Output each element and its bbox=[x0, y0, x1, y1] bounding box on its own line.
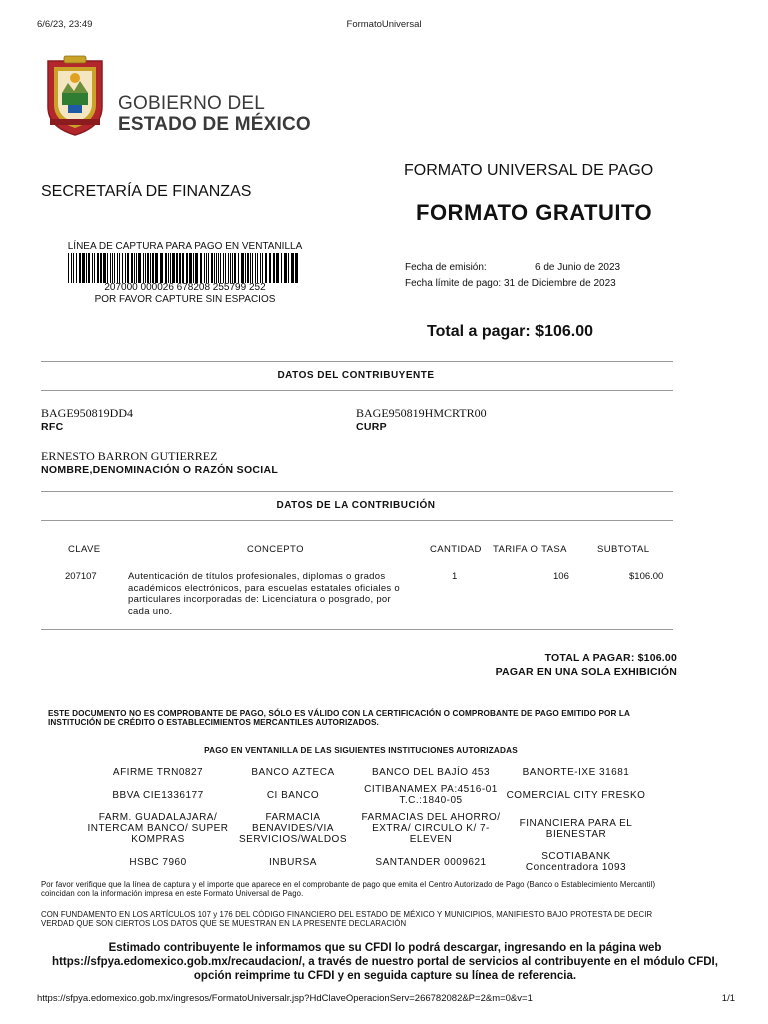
institution-item: BANCO DEL BAJÍO 453 bbox=[371, 767, 491, 778]
divider bbox=[41, 520, 673, 521]
institution-item: FINANCIERA PARA EL BIENESTAR bbox=[519, 817, 633, 840]
total-to-pay: Total a pagar: $106.00 bbox=[427, 323, 593, 340]
cfdi-notice: Estimado contribuyente le informamos que su CFDI lo podrá descargar, ingresando en la página web https://sfpya.edomexico.gob.mx/recaudacion/, a través de nuestro portal de servicios al contribuyente en el módulo CFDI, opción reimprime tu CFDI y en seguida capture su línea de referencia. bbox=[52, 942, 718, 982]
header-subtotal: SUBTOTAL bbox=[597, 544, 650, 555]
total-bottom-exhibition: PAGAR EN UNA SOLA EXHIBICIÓN bbox=[495, 666, 677, 678]
row-clave: 207107 bbox=[65, 571, 97, 582]
divider bbox=[41, 361, 673, 362]
curp-value: BAGE950819HMCRTR00 bbox=[356, 406, 487, 420]
dates-block bbox=[405, 260, 620, 291]
row-tarifa: 106 bbox=[553, 571, 569, 582]
limit-date-value: 31 de Diciembre de 2023 bbox=[503, 277, 616, 289]
form-title: FORMATO UNIVERSAL DE PAGO bbox=[404, 162, 654, 179]
institution-item: CI BANCO bbox=[266, 789, 320, 801]
form-subtitle: FORMATO GRATUITO bbox=[416, 200, 653, 225]
header-tarifa: TARIFA O TASA bbox=[493, 544, 567, 555]
institution-item: FARM. GUADALAJARA/ INTERCAM BANCO/ SUPER KOMPRAS bbox=[87, 812, 229, 845]
divider bbox=[41, 491, 673, 492]
institution-item: BANORTE-IXE 31681 bbox=[522, 767, 630, 778]
print-date: 6/6/23, 23:49 bbox=[37, 19, 93, 30]
institution-item: COMERCIAL CITY FRESKO bbox=[506, 789, 646, 801]
institutions-title: PAGO EN VENTANILLA DE LAS SIGUIENTES INSTITUCIONES AUTORIZADAS bbox=[204, 746, 518, 755]
institution-item: FARMACIA BENAVIDES/VIA SERVICIOS/WALDOS bbox=[238, 812, 348, 845]
total-bottom-amount: TOTAL A PAGAR: $106.00 bbox=[544, 652, 677, 664]
rfc-value: BAGE950819DD4 bbox=[41, 406, 133, 420]
contribuyente-section-title: DATOS DEL CONTRIBUYENTE bbox=[277, 370, 435, 381]
institution-item: BANCO AZTECA bbox=[251, 767, 335, 778]
name-label: NOMBRE,DENOMINACIÓN O RAZÓN SOCIAL bbox=[41, 464, 279, 476]
institution-item: HSBC 7960 bbox=[129, 856, 187, 868]
barcode-icon bbox=[68, 253, 300, 283]
capture-line-number: 207000 000026 678208 255799 252 bbox=[104, 282, 266, 293]
emission-date-label: Fecha de emisión: bbox=[405, 262, 487, 273]
estado-de-mexico-seal-icon bbox=[44, 55, 106, 137]
institution-item: INBURSA bbox=[269, 856, 317, 868]
footer-url[interactable]: https://sfpya.edomexico.gob.mx/ingresos/FormatoUniversalr.jsp?HdClaveOperacionServ=266782082&P=2&m=0&v=1 bbox=[37, 993, 533, 1004]
secretaria-title: SECRETARÍA DE FINANZAS bbox=[41, 183, 252, 200]
capture-line-note: POR FAVOR CAPTURE SIN ESPACIOS bbox=[94, 294, 276, 305]
curp-label: CURP bbox=[356, 421, 387, 433]
row-cantidad: 1 bbox=[452, 571, 458, 582]
capture-line-title: LÍNEA DE CAPTURA PARA PAGO EN VENTANILLA bbox=[67, 241, 303, 252]
footer-page-number: 1/1 bbox=[721, 993, 735, 1004]
rfc-label: RFC bbox=[41, 421, 64, 433]
government-line1: GOBIERNO DEL bbox=[118, 93, 266, 114]
name-value: ERNESTO BARRON GUTIERREZ bbox=[41, 449, 218, 463]
verification-note: Por favor verifique que la línea de captura y el importe que aparece en el comprobante de pago que emita el Centro Autorizado de Pago (Banco o Establecimiento Mercantil) coincidan con la información impresa en este Formato Universal de Pago. bbox=[41, 880, 656, 898]
institution-item: BBVA CIE1336177 bbox=[112, 789, 204, 801]
header-clave: CLAVE bbox=[68, 544, 101, 555]
total-bottom bbox=[496, 651, 677, 679]
institution-item: AFIRME TRN0827 bbox=[112, 767, 204, 778]
header-concepto: CONCEPTO bbox=[247, 544, 304, 555]
emission-date-value: 6 de Junio de 2023 bbox=[535, 262, 621, 273]
institution-item: SANTANDER 0009621 bbox=[375, 856, 487, 868]
legal-note: CON FUNDAMENTO EN LOS ARTÍCULOS 107 y 176 DEL CÓDIGO FINANCIERO DEL ESTADO DE MÉXICO Y MUNICIPIOS, MANIFIESTO BAJO PROTESTA DE DECIR VERDAD QUE SON CIERTOS LOS DATOS QUE SE MUESTRAN EN LA PRESENTE DECLARACIÓN bbox=[41, 910, 653, 928]
disclaimer: ESTE DOCUMENTO NO ES COMPROBANTE DE PAGO, SÓLO ES VÁLIDO CON LA CERTIFICACIÓN O COMPROBANTE DE PAGO EMITIDO POR LA INSTITUCIÓN DE CRÉDITO O ESTABLECIMIENTOS MERCANTILES AUTORIZADOS. bbox=[48, 709, 630, 727]
divider bbox=[41, 629, 673, 630]
institution-item: FARMACIAS DEL AHORRO/ EXTRA/ CIRCULO K/ 7-ELEVEN bbox=[361, 812, 501, 845]
institution-item: SCOTIABANK Concentradora 1093 bbox=[525, 851, 627, 873]
row-concepto: Autenticación de títulos profesionales, diplomas o grados académicos electrónicos, para escuelas estatales oficiales o particulares incorporadas de: Licenciatura o posgrado, por cada uno. bbox=[128, 571, 400, 617]
contribucion-section-title: DATOS DE LA CONTRIBUCIÓN bbox=[276, 500, 436, 511]
limit-date-label: Fecha límite de pago: bbox=[405, 277, 502, 289]
institutions-grid bbox=[86, 767, 646, 873]
government-line2: ESTADO DE MÉXICO bbox=[118, 114, 311, 135]
row-subtotal: $106.00 bbox=[629, 571, 664, 582]
header-cantidad: CANTIDAD bbox=[430, 544, 482, 555]
institution-item: CITIBANAMEX PA:4516-01 T.C.:1840-05 bbox=[364, 784, 498, 806]
divider bbox=[41, 390, 673, 391]
print-title: FormatoUniversal bbox=[346, 19, 422, 30]
